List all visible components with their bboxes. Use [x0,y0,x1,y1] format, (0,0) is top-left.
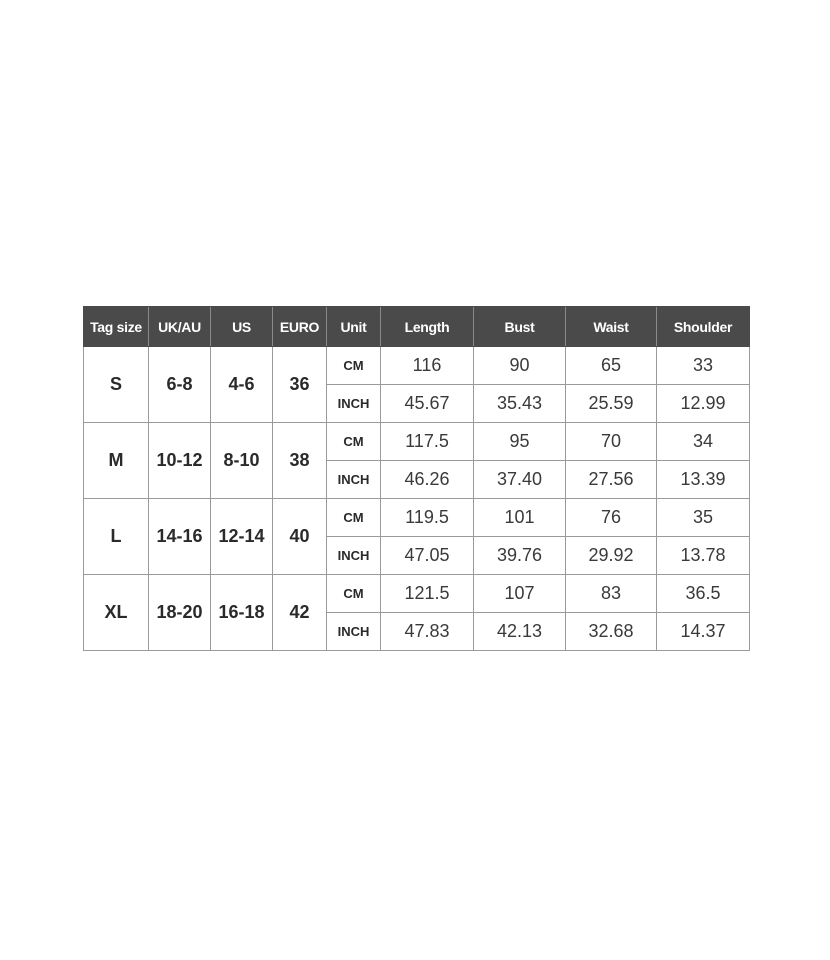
shoulder-cell: 13.78 [657,537,750,575]
unit-cell: INCH [327,461,381,499]
length-cell: 45.67 [381,385,474,423]
shoulder-cell: 35 [657,499,750,537]
bust-cell: 37.40 [474,461,566,499]
tag-size-cell: L [84,499,149,575]
uk-au-cell: 10-12 [149,423,211,499]
shoulder-cell: 12.99 [657,385,750,423]
size-chart-table [83,306,750,651]
waist-cell: 32.68 [566,613,657,651]
waist-cell: 76 [566,499,657,537]
uk-au-cell: 14-16 [149,499,211,575]
bust-cell: 39.76 [474,537,566,575]
bust-cell: 42.13 [474,613,566,651]
us-cell: 12-14 [211,499,273,575]
uk-au-cell: 6-8 [149,347,211,423]
length-cell: 121.5 [381,575,474,613]
unit-cell: INCH [327,537,381,575]
length-cell: 47.05 [381,537,474,575]
length-cell: 117.5 [381,423,474,461]
shoulder-cell: 13.39 [657,461,750,499]
header-euro: EURO [273,307,327,347]
header-waist: Waist [566,307,657,347]
euro-cell: 42 [273,575,327,651]
unit-cell: CM [327,499,381,537]
length-cell: 116 [381,347,474,385]
header-bust: Bust [474,307,566,347]
header-unit: Unit [327,307,381,347]
shoulder-cell: 14.37 [657,613,750,651]
waist-cell: 29.92 [566,537,657,575]
tag-size-cell: S [84,347,149,423]
waist-cell: 83 [566,575,657,613]
us-cell: 4-6 [211,347,273,423]
waist-cell: 27.56 [566,461,657,499]
header-uk-au: UK/AU [149,307,211,347]
length-cell: 47.83 [381,613,474,651]
shoulder-cell: 34 [657,423,750,461]
bust-cell: 35.43 [474,385,566,423]
us-cell: 16-18 [211,575,273,651]
bust-cell: 95 [474,423,566,461]
uk-au-cell: 18-20 [149,575,211,651]
bust-cell: 90 [474,347,566,385]
header-shoulder: Shoulder [657,307,750,347]
euro-cell: 38 [273,423,327,499]
us-cell: 8-10 [211,423,273,499]
bust-cell: 107 [474,575,566,613]
unit-cell: CM [327,575,381,613]
unit-cell: CM [327,347,381,385]
table-row [84,499,750,537]
length-cell: 46.26 [381,461,474,499]
tag-size-cell: M [84,423,149,499]
unit-cell: INCH [327,613,381,651]
euro-cell: 36 [273,347,327,423]
header-row [84,307,750,347]
header-us: US [211,307,273,347]
waist-cell: 65 [566,347,657,385]
waist-cell: 25.59 [566,385,657,423]
shoulder-cell: 33 [657,347,750,385]
tag-size-cell: XL [84,575,149,651]
table-row [84,423,750,461]
unit-cell: CM [327,423,381,461]
waist-cell: 70 [566,423,657,461]
unit-cell: INCH [327,385,381,423]
header-tag-size: Tag size [84,307,149,347]
length-cell: 119.5 [381,499,474,537]
table-row [84,347,750,385]
euro-cell: 40 [273,499,327,575]
shoulder-cell: 36.5 [657,575,750,613]
header-length: Length [381,307,474,347]
table-row [84,575,750,613]
bust-cell: 101 [474,499,566,537]
